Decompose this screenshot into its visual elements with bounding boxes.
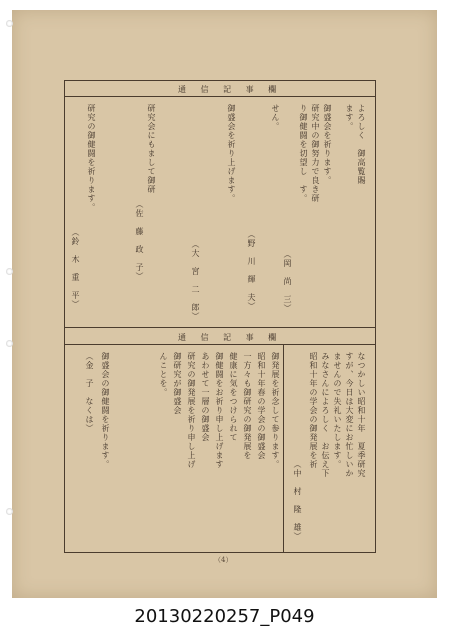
bottom-signature: （金 子 なくは） [85, 352, 94, 433]
binding-hole [6, 20, 13, 27]
bottom-text-column: 一方々も御研究の御発展を [243, 352, 252, 460]
page-number: （4） [214, 556, 233, 564]
top-text-column: ます。 [345, 104, 354, 131]
bottom-text-column: 御健闘をお祈り申し上げます [215, 352, 224, 469]
bottom-text-column: 健康に気をつけられて [229, 352, 238, 442]
bottom-heading-divider [64, 344, 376, 345]
bottom-signature: （中 村 隆 雄） [293, 460, 302, 541]
section-divider [64, 327, 376, 328]
top-signature: （佐 藤 政 子） [135, 200, 144, 281]
top-signature: （野 川 輝 夫） [247, 230, 256, 311]
bottom-text-column: みなさんによろしく お伝え下 [321, 352, 330, 478]
binding-hole [6, 508, 13, 515]
top-text-column: よろしく 御高覧賜 [357, 104, 366, 185]
top-text-column: せん。 [271, 104, 280, 131]
binding-hole [6, 268, 13, 275]
bottom-text-column: 御発展を祈念して参ります。 [271, 352, 280, 469]
bottom-text-column: ませんので失礼いたします。 [333, 352, 342, 469]
top-signature: （大 宮 二 郎） [191, 240, 200, 321]
top-text-column: 研究会にもまして御研 [147, 104, 156, 194]
top-text-column: り御健闘を切望し す。 [299, 104, 308, 203]
top-section-heading: 通 信 記 事 欄 [178, 85, 283, 94]
top-text-column: 御盛会を祈り上げます。 [227, 104, 236, 203]
image-caption: 20130220257_P049 [134, 606, 315, 627]
bottom-text-column: なつかしい昭和十年 夏季研究 [357, 352, 366, 478]
top-signature: （岡 尚 三） [283, 250, 292, 313]
top-text-column: 研究の御健闘を祈ります。 [87, 104, 96, 212]
bottom-text-column: あわせて一層の御盛会 [201, 352, 210, 442]
bottom-text-column: 御研究が御盛会 [173, 352, 182, 415]
bottom-section-heading: 通 信 記 事 欄 [178, 333, 283, 342]
bottom-text-column: 昭和十年の学会の御発展を祈 [309, 352, 318, 469]
bottom-text-column: 御盛会の御健闘を祈ります。 [101, 352, 110, 469]
top-heading-divider [64, 96, 376, 97]
bottom-text-column: すが、今日は大変にお忙しいか [345, 352, 354, 478]
bottom-text-column: 昭和十年春の学会の御盛会 [257, 352, 266, 460]
bottom-column-divider [283, 344, 284, 552]
bottom-text-column: んことを。 [159, 352, 168, 397]
top-text-column: 研究中の御努力で良き研 [311, 104, 320, 203]
bottom-text-column: 研究の御発展を祈り申し上げ [187, 352, 196, 469]
binding-hole [6, 340, 13, 347]
top-signature: （鈴 木 重 平） [71, 228, 80, 309]
top-text-column: 御盛会を祈ります。 [323, 104, 332, 185]
